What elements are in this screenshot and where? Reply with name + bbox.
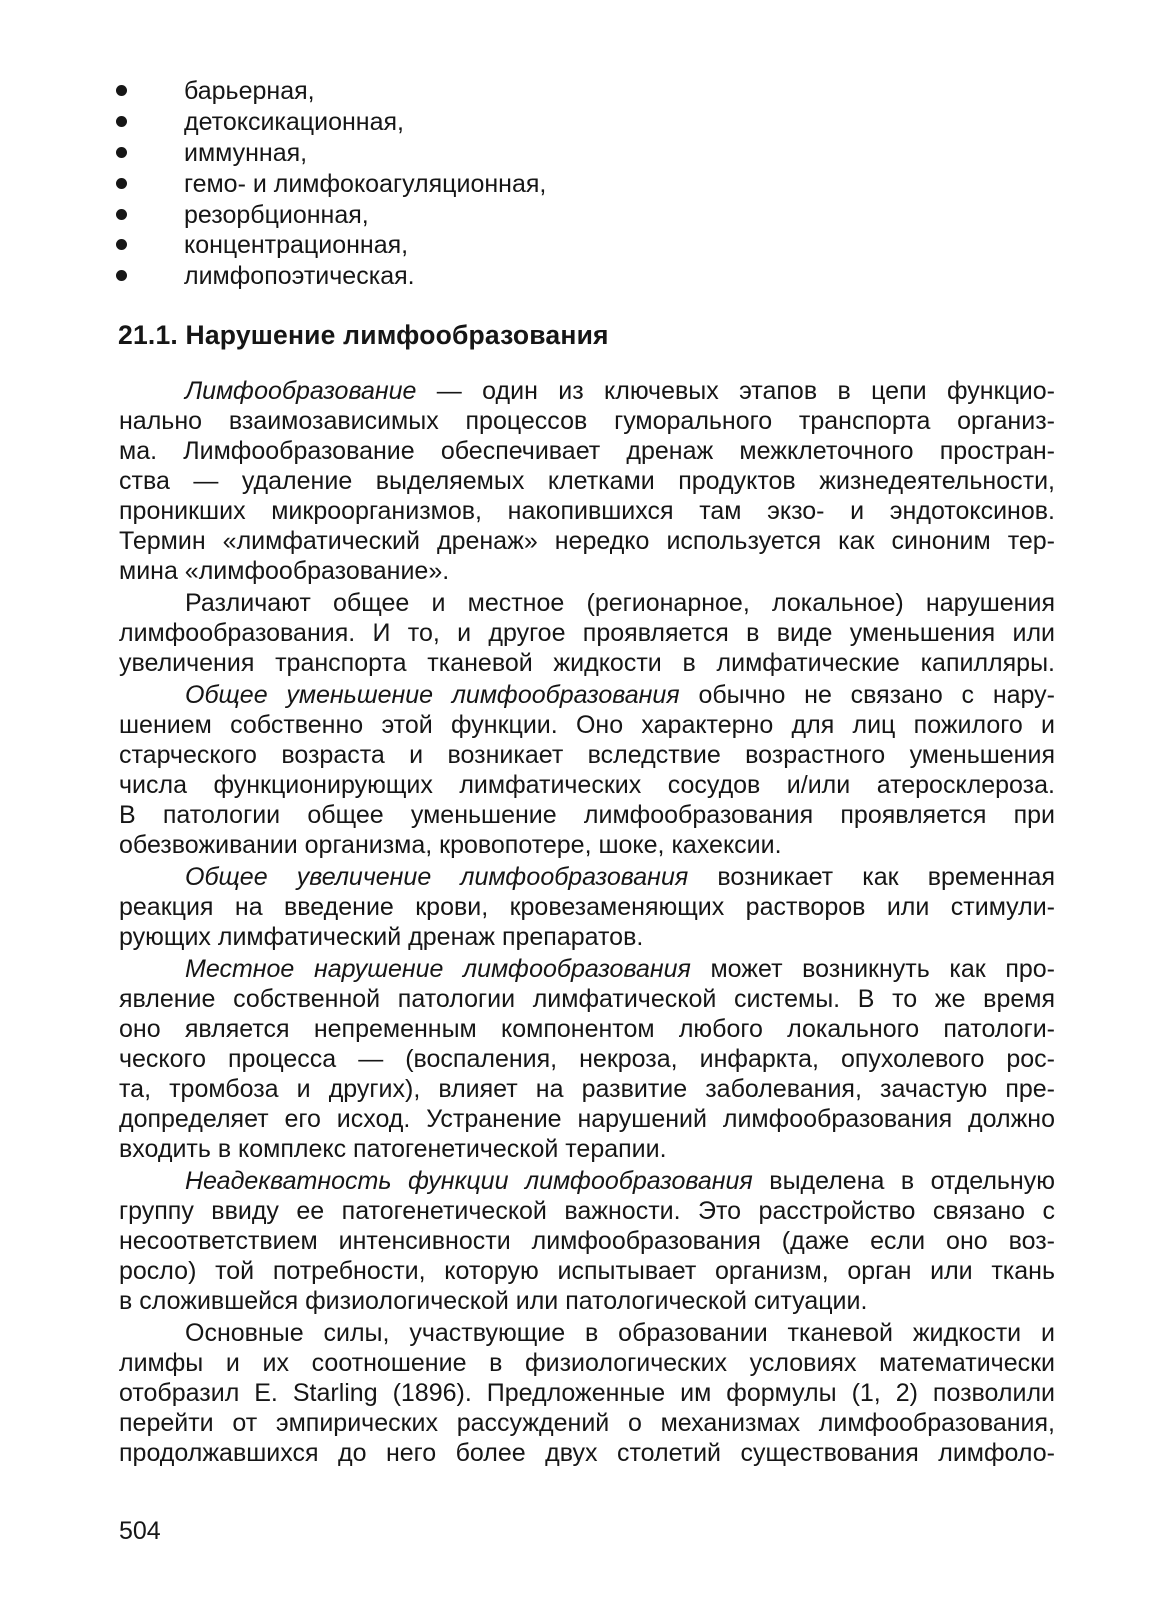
text-line: допределяет его исход. Устранение нарушений лимфообразования должно [119,1105,1055,1133]
text-line: росло) той потребности, которую испытывает организм, орган или ткань [119,1257,1055,1285]
text-line: обезвоживании организма, кровопотере, шоке, кахексии. [119,831,782,859]
text-line: перейти от эмпирических рассуждений о механизмах лимфообразования, [119,1409,1055,1437]
text-line [185,954,1055,984]
section-heading: 21.1. Нарушение лимфообразования [118,320,609,350]
text-line: продолжавшихся до него более двух столетий существования лимфоло- [119,1439,1055,1467]
text-line: лимфообразования. И то, и другое проявляется в виде уменьшения или [119,619,1055,647]
text-line: отобразил E. Starling (1896). Предложенные им формулы (1, 2) позволили [119,1379,1055,1407]
text-line: Термин «лимфатический дренаж» нередко используется как синоним тер- [119,527,1055,555]
text-line: рующих лимфатический дренаж препаратов. [119,923,644,951]
text-line: лимфы и их соотношение в физиологических условиях математически [119,1349,1055,1377]
text-line [185,680,1055,710]
italic-term: Общее увеличение лимфообразования [185,863,689,891]
page-number: 504 [119,1517,161,1545]
text-line: числа функционирующих лимфатических сосудов и/или атеросклероза. [119,771,1055,799]
text-line: увеличения транспорта тканевой жидкости в лимфатические капилляры. [119,649,1055,677]
text-line: группу ввиду ее патогенетической важности. Это расстройство связано с [119,1197,1055,1225]
bullet-label: детоксикационная, [184,108,404,136]
line-text: возникает как временная [688,863,1055,891]
text-line: Различают общее и местное (регионарное, локальное) нарушения [185,589,1055,617]
text-line [185,1166,1055,1196]
bullet-label: лимфопоэтическая. [184,262,415,290]
line-text: может возникнуть как про- [690,955,1055,983]
italic-term: Общее уменьшение лимфообразования [185,681,680,709]
text-line: явление собственной патологии лимфатической системы. В то же время [119,985,1055,1013]
text-line: Основные силы, участвующие в образовании тканевой жидкости и [185,1319,1055,1347]
line-text: обычно не связано с нару- [679,681,1055,709]
text-line: мина «лимфообразование». [119,557,450,585]
italic-term: Лимфообразование [185,377,417,405]
text-line: в сложившейся физиологической или патологической ситуации. [119,1287,868,1315]
bullet-label: иммунная, [184,139,308,167]
line-text: — один из ключевых этапов в цепи функцио- [416,377,1055,405]
text-line: входить в комплекс патогенетической терапии. [119,1135,667,1163]
text-line: ства — удаление выделяемых клетками продуктов жизнедеятельности, [119,467,1055,495]
text-line [185,862,1055,892]
bullet-label: гемо- и лимфокоагуляционная, [184,170,547,198]
line-text: выделена в отдельную [752,1167,1055,1195]
text-line: реакция на введение крови, кровезаменяющих растворов или стимули- [119,893,1055,921]
text-line: ма. Лимфообразование обеспечивает дренаж межклеточного простран- [119,437,1055,465]
bullet-label: барьерная, [184,77,315,105]
bullet-label: резорбционная, [184,201,369,229]
italic-term: Местное нарушение лимфообразования [185,955,691,983]
text-line [185,376,1055,406]
text-line: старческого возраста и возникает вследствие возрастного уменьшения [119,741,1055,769]
italic-term: Неадекватность функции лимфообразования [185,1167,753,1195]
bullet-label: концентрационная, [184,231,409,259]
text-line: та, тромбоза и других), влияет на развитие заболевания, зачастую пре- [119,1075,1055,1103]
text-line: проникших микроорганизмов, накопившихся там экзо- и эндотоксинов. [119,497,1055,525]
text-line: нально взаимозависимых процессов гуморального транспорта организ- [119,407,1055,435]
text-line: оно является непременным компонентом любого локального патологи- [119,1015,1055,1043]
text-line: несоответствием интенсивности лимфообразования (даже если оно воз- [119,1227,1055,1255]
text-line: шением собственно этой функции. Оно характерно для лиц пожилого и [119,711,1055,739]
text-line: В патологии общее уменьшение лимфообразования проявляется при [119,801,1055,829]
text-line: ческого процесса — (воспаления, некроза, инфаркта, опухолевого рос- [119,1045,1055,1073]
